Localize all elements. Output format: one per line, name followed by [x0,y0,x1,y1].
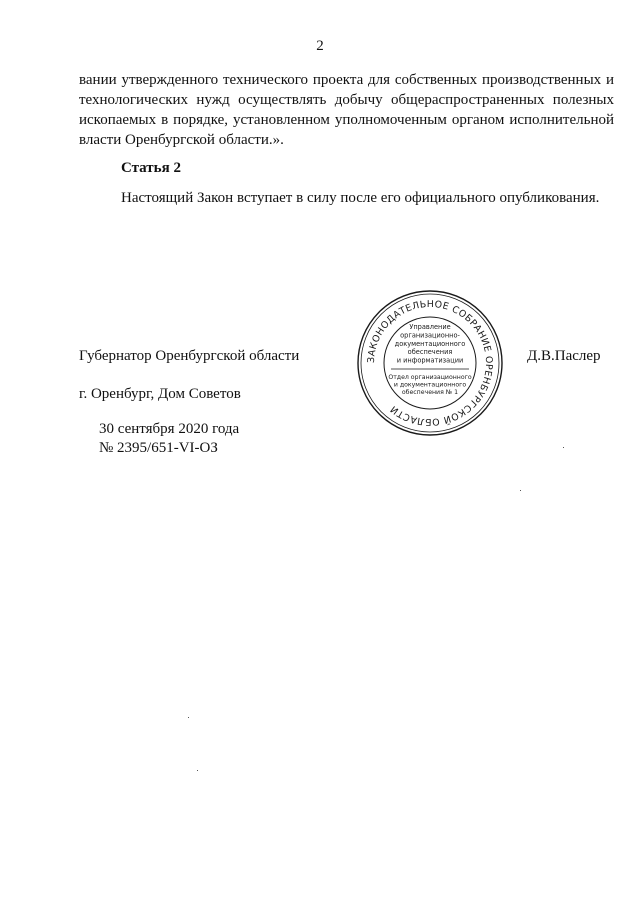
article-heading: Статья 2 [121,160,181,176]
stamp-department-text [395,323,466,365]
stamp-division-line: Отдел организационного [388,374,472,381]
law-number: № 2395/651-VI-ОЗ [99,440,218,456]
stamp-department-line: и информатизации [396,356,464,365]
stamp-division-line: обеспечения № 1 [401,389,459,397]
scan-speck [563,447,564,448]
stamp-division-line: и документационного [393,381,467,389]
stamp-department-line: обеспечения [407,348,453,357]
stamp-department-line: организационно- [400,331,460,340]
article-text: Настоящий Закон вступает в силу после его официального опубликования. [121,190,600,206]
signing-date: 30 сентября 2020 года [99,421,240,437]
scan-speck [520,490,521,491]
signing-place: г. Оренбург, Дом Советов [79,386,241,402]
stamp-division-text [388,374,472,396]
scan-speck [188,717,189,718]
page-number: 2 [316,38,324,54]
scan-speck [197,770,198,771]
body-paragraph: вании утвержденного технического проекта для собственных производственных и технологических нужд осуществлять добычу общераспространенных полезных ископаемых в порядке, установленном уполномоченным органом исполнительной власти Оренбургской области.». [79,72,614,148]
stamp-ring-text: ЗАКОНОДАТЕЛЬНОЕ СОБРАНИЕ ОРЕНБУРГСКОЙ ОБЛАСТИ [365,298,495,428]
date-block [99,420,239,458]
official-stamp [356,289,504,437]
signatory-name: Д.В.Паслер [527,348,601,364]
stamp-department-line: документационного [394,339,466,348]
signatory-title: Губернатор Оренбургской области [79,348,300,364]
stamp-department-line: Управление [409,323,451,331]
